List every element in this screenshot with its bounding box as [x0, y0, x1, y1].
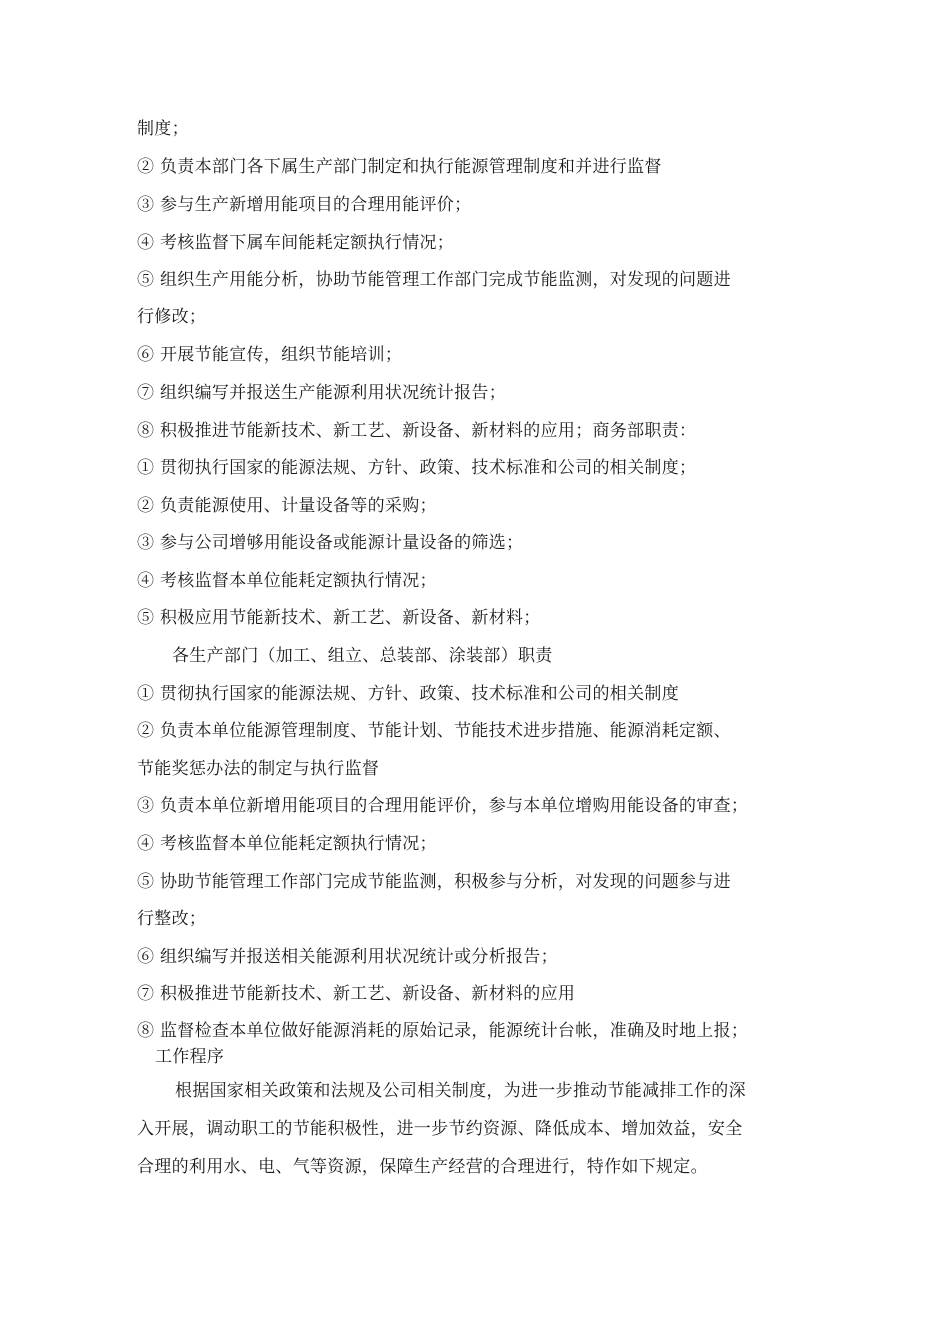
- list-item: ③ 负责本单位新增用能项目的合理用能评价，参与本单位增购用能设备的审查；: [137, 796, 749, 816]
- list-item: ⑤ 组织生产用能分析，协助节能管理工作部门完成节能监测，对发现的问题进: [137, 270, 731, 290]
- paragraph-line: 合理的利用水、电、气等资源，保障生产经营的合理进行，特作如下规定。: [137, 1157, 708, 1177]
- list-item: ① 贯彻执行国家的能源法规、方针、政策、技术标准和公司的相关制度: [137, 684, 680, 704]
- list-item: ④ 考核监督本单位能耗定额执行情况；: [137, 571, 437, 591]
- list-item: ④ 考核监督下属车间能耗定额执行情况；: [137, 233, 455, 253]
- list-item: ⑥ 开展节能宣传，组织节能培训；: [137, 345, 403, 365]
- list-item: ⑦ 积极推进节能新技术、新工艺、新设备、新材料的应用: [137, 984, 576, 1004]
- list-item: ⑤ 积极应用节能新技术、新工艺、新设备、新材料；: [137, 608, 541, 628]
- text-line: 节能奖惩办法的制定与执行监督: [137, 759, 380, 779]
- paragraph-line: 根据国家相关政策和法规及公司相关制度，为进一步推动节能减排工作的深: [175, 1081, 746, 1101]
- text-line: 行整改；: [137, 909, 207, 929]
- list-item: ⑤ 协助节能管理工作部门完成节能监测，积极参与分析，对发现的问题参与进: [137, 872, 731, 892]
- list-item: ⑧ 积极推进节能新技术、新工艺、新设备、新材料的应用；商务部职责：: [137, 421, 697, 441]
- list-item: ④ 考核监督本单位能耗定额执行情况；: [137, 834, 437, 854]
- list-item: ① 贯彻执行国家的能源法规、方针、政策、技术标准和公司的相关制度；: [137, 458, 697, 478]
- list-item: ⑦ 组织编写并报送生产能源利用状况统计报告；: [137, 383, 507, 403]
- list-item: ② 负责本部门各下属生产部门制定和执行能源管理制度和并进行监督: [137, 157, 662, 177]
- list-item: ② 负责本单位能源管理制度、节能计划、节能技术进步措施、能源消耗定额、: [137, 721, 731, 741]
- paragraph-line: 入开展，调动职工的节能积极性，进一步节约资源、降低成本、增加效益，安全: [137, 1119, 743, 1139]
- list-item: ⑧ 监督检查本单位做好能源消耗的原始记录，能源统计台帐，准确及时地上报；: [137, 1021, 749, 1041]
- list-item: ③ 参与公司增够用能设备或能源计量设备的筛选；: [137, 533, 524, 553]
- section-heading: 工作程序: [155, 1047, 225, 1067]
- text-line: 制度；: [137, 119, 189, 139]
- list-item: ② 负责能源使用、计量设备等的采购；: [137, 496, 437, 516]
- list-item: ⑥ 组织编写并报送相关能源利用状况统计或分析报告；: [137, 947, 558, 967]
- list-item: ③ 参与生产新增用能项目的合理用能评价；: [137, 195, 472, 215]
- text-line: 行修改；: [137, 307, 207, 327]
- section-heading: 各生产部门（加工、组立、总装部、涂装部）职责: [172, 646, 553, 666]
